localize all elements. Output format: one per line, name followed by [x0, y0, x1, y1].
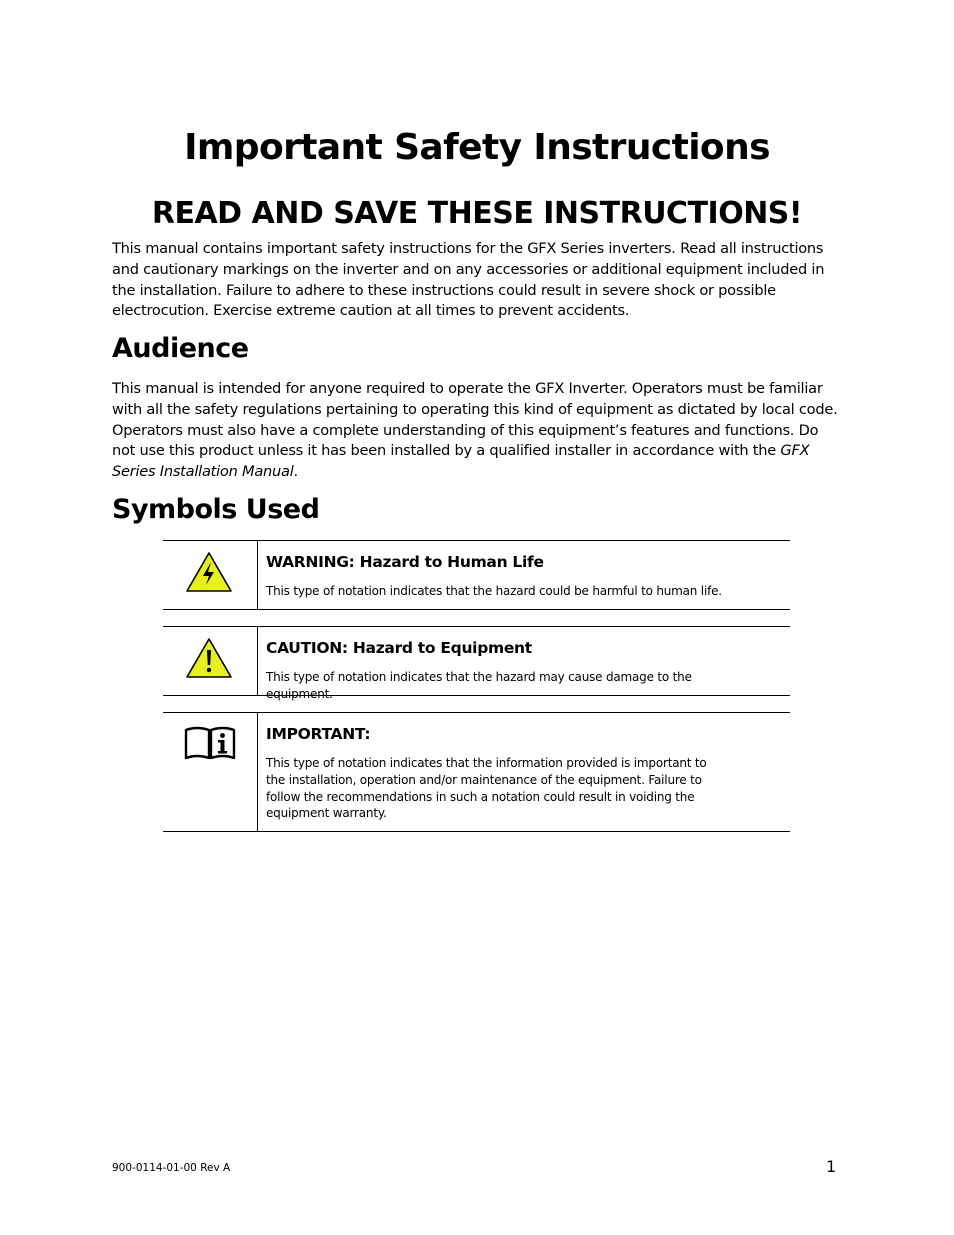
important-description-line: follow the recommendations in such a notation could result in voiding the [266, 789, 695, 804]
page-title: Important Safety Instructions [184, 127, 770, 168]
important-description [266, 755, 736, 822]
audience-line: Operators must also have a complete understanding of this equipment’s features and functions. Do [112, 421, 819, 439]
intro-paragraph [112, 239, 848, 322]
caution-description: This type of notation indicates that the hazard may cause damage to the equipment. [266, 670, 692, 701]
audience-line [112, 441, 848, 462]
important-icon-cell [163, 713, 258, 831]
electric-hazard-icon [185, 551, 233, 593]
manual-reference-part-2: Series Installation Manual [112, 463, 294, 481]
manual-reference-part-1: GFX [780, 442, 810, 460]
caution-title: CAUTION: Hazard to Equipment [266, 639, 532, 657]
warning-notation [163, 540, 790, 610]
audience-line-text: not use this product unless it has been installed by a qualified installer in accordance with the [112, 442, 781, 460]
intro-line: This manual contains important safety instructions for the GFX Series inverters. Read all instructions [112, 240, 824, 257]
warning-title: WARNING: Hazard to Human Life [266, 553, 544, 571]
important-description-line: equipment warranty. [266, 806, 387, 821]
manual-info-icon [183, 725, 237, 761]
audience-line: with all the safety regulations pertaining to operating this kind of equipment as dictated by local code. [112, 400, 838, 418]
intro-line: and cautionary markings on the inverter and on any accessories or additional equipment included in [112, 260, 825, 278]
audience-line [112, 462, 848, 483]
audience-line: This manual is intended for anyone required to operate the GFX Inverter. Operators must be familiar [112, 380, 823, 397]
exclamation-hazard-icon [185, 637, 233, 679]
important-notation [163, 712, 790, 832]
caution-icon-cell [163, 627, 258, 695]
page-number: 1 [826, 1157, 837, 1176]
document-code: 900-0114-01-00 Rev A [112, 1162, 231, 1174]
page-subtitle: READ AND SAVE THESE INSTRUCTIONS! [151, 196, 803, 231]
symbols-heading: Symbols Used [112, 494, 320, 525]
important-description-line: This type of notation indicates that the information provided is important to [266, 756, 707, 770]
audience-tail: . [293, 463, 298, 481]
caution-notation [163, 626, 790, 701]
intro-line: electrocution. Exercise extreme caution at all times to prevent accidents. [112, 302, 630, 320]
audience-heading: Audience [112, 333, 249, 364]
warning-description: This type of notation indicates that the hazard could be harmful to human life. [266, 584, 722, 598]
intro-line: the installation. Failure to adhere to these instructions could result in severe shock or possible [112, 281, 776, 299]
important-title: IMPORTANT: [266, 725, 371, 743]
audience-paragraph [112, 379, 848, 483]
important-description-line: the installation, operation and/or maintenance of the equipment. Failure to [266, 772, 702, 787]
warning-icon-cell [163, 541, 258, 609]
